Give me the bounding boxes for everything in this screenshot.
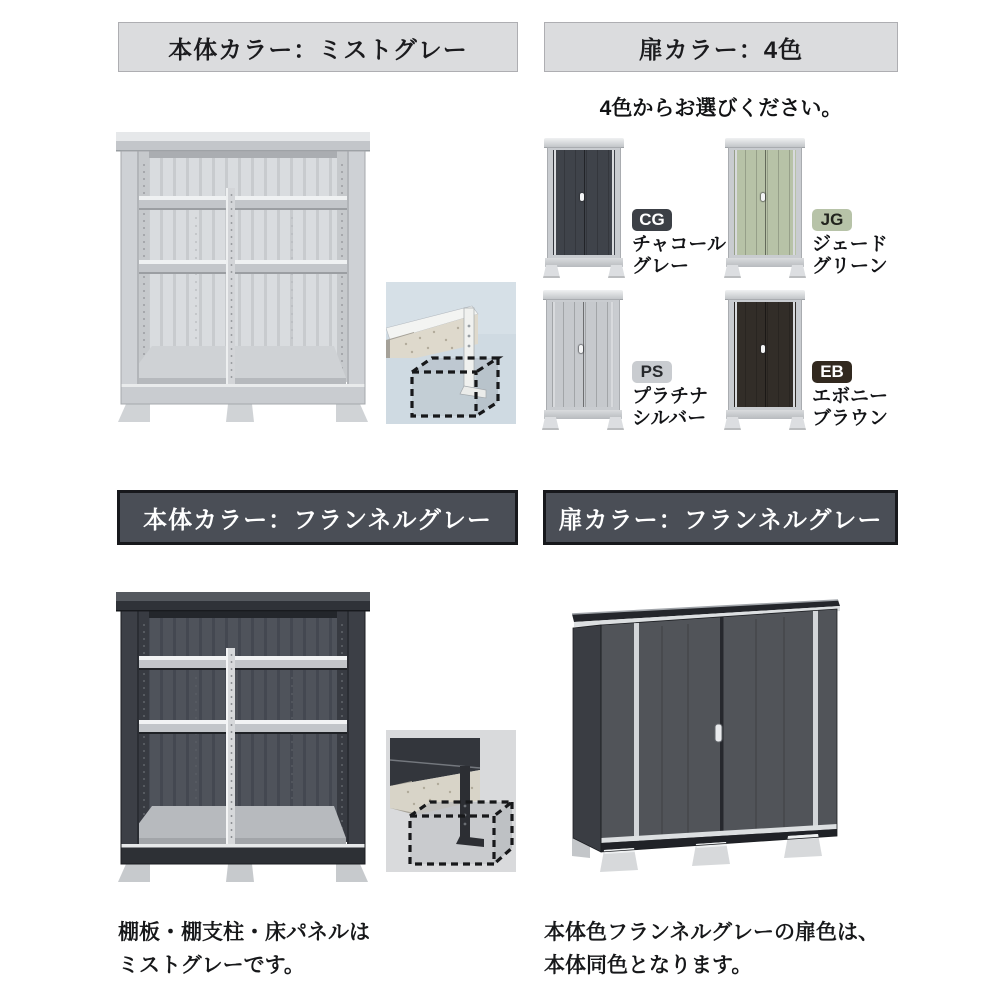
- door-color-swatch-ps: [542, 290, 624, 430]
- cabinet-cap: [543, 290, 623, 299]
- caption-line2: 本体同色となります。: [544, 954, 753, 977]
- door-color-swatch-cg: [543, 138, 625, 278]
- color-name-jg: [812, 234, 888, 278]
- door-color-swatch-eb: [724, 290, 806, 430]
- cabinet-body: [547, 147, 621, 259]
- door-handle: [761, 193, 765, 201]
- color-code-badge-jg: JG: [812, 209, 852, 231]
- header-door-color-4colors: 扉カラー：4色: [544, 22, 898, 72]
- door-handle: [579, 345, 583, 353]
- cabinet-cap: [544, 138, 624, 147]
- caption-door-same-color: [544, 916, 879, 982]
- color-name-ps: [632, 386, 708, 430]
- header-door-color-flannel-gray: 扉カラー：フランネルグレー: [543, 490, 898, 545]
- header-body-color-mist-gray: 本体カラー：ミストグレー: [118, 22, 518, 72]
- color-name-line2: グリーン: [812, 256, 888, 277]
- color-name-eb: [812, 386, 888, 430]
- color-code-badge-ps: PS: [632, 361, 672, 383]
- flannel-gray-closed-cabinet-illustration: [570, 592, 842, 882]
- header-body-color-flannel-gray: 本体カラー：フランネルグレー: [117, 490, 518, 545]
- floor-leg-detail-inset-flannel: [386, 730, 516, 872]
- color-code-badge-cg: CG: [632, 209, 672, 231]
- color-name-line2: ブラウン: [812, 408, 889, 429]
- cabinet-doors-jg: [734, 150, 796, 255]
- door-handle: [761, 345, 765, 353]
- cabinet-body: [728, 147, 802, 259]
- cabinet-body: [546, 299, 620, 411]
- door-color-swatch-jg: [724, 138, 806, 278]
- door-color-note: 4色からお選びください。: [599, 97, 843, 120]
- color-name-line1: チャコール: [632, 234, 727, 255]
- color-name-line2: グレー: [632, 256, 690, 277]
- door-handle: [580, 193, 584, 201]
- caption-line1: 本体色フランネルグレーの扉色は、: [544, 921, 879, 944]
- caption-line1: 棚板・棚支柱・床パネルは: [118, 921, 370, 944]
- mist-gray-open-cabinet-illustration: [116, 132, 370, 422]
- cabinet-body: [728, 299, 802, 411]
- color-name-line1: ジェード: [812, 234, 888, 255]
- color-name-cg: [632, 234, 726, 278]
- cabinet-cap: [725, 138, 805, 147]
- flannel-gray-open-cabinet-illustration: [116, 592, 370, 884]
- caption-shelves-mist: [118, 916, 370, 982]
- cabinet-doors-cg: [553, 150, 615, 255]
- color-name-line1: エボニー: [812, 386, 889, 407]
- cabinet-doors-eb: [734, 302, 796, 407]
- cabinet-doors-ps: [552, 302, 614, 407]
- color-name-line2: シルバー: [632, 408, 707, 429]
- floor-leg-detail-inset-mist: [386, 282, 516, 424]
- caption-line2: ミストグレーです。: [118, 954, 305, 977]
- color-name-line1: プラチナ: [632, 386, 709, 407]
- cabinet-cap: [725, 290, 805, 299]
- color-code-badge-eb: EB: [812, 361, 852, 383]
